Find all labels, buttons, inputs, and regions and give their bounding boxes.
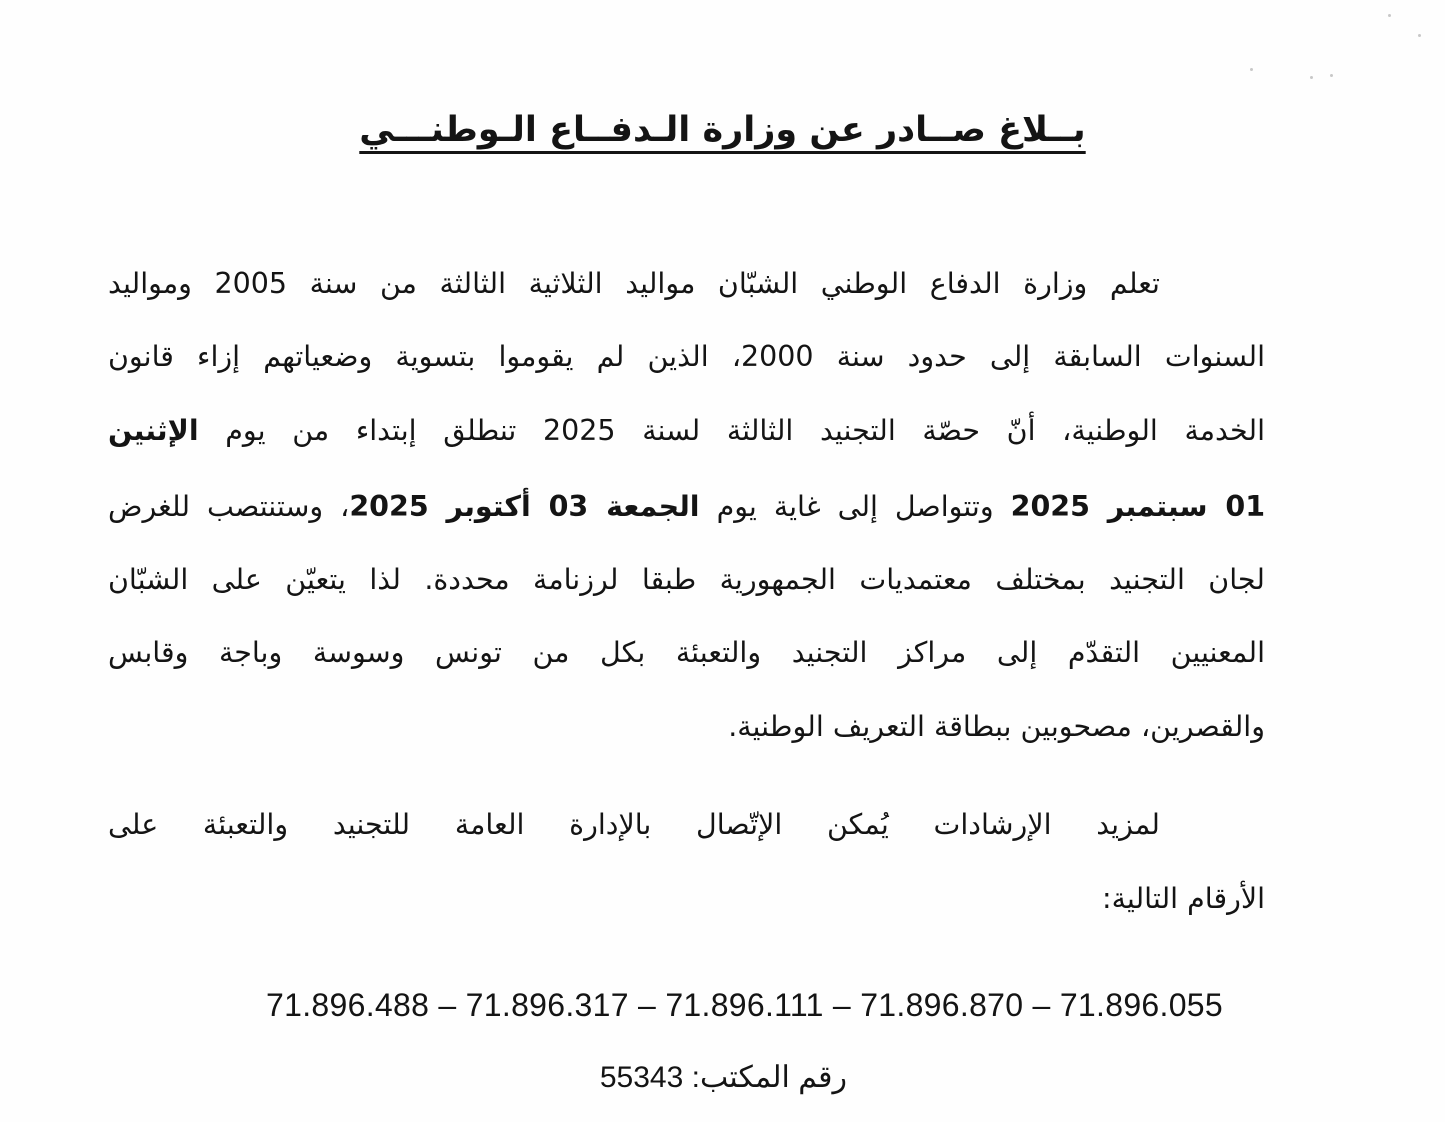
paragraph1-line2: السنوات السابقة إلى حدود سنة 2000، الذين لم يقوموا بتسوية وضعياتهم إزاء قانون (108, 340, 1265, 373)
paragraph2-line1: لمزيد الإرشادات يُمكن الإتّصال بالإدارة العامة للتجنيد والتعبئة على (108, 808, 1160, 841)
document-title: بــلاغ صــادر عن وزارة الـدفــاع الـوطنـــي (359, 110, 1086, 150)
scan-speck (1388, 14, 1391, 17)
start-date: 01 سبتمبر 2025 (1010, 490, 1266, 523)
paragraph1-line4-tail: ، وستنتصب للغرض (108, 490, 350, 523)
paragraph1-line4 (108, 482, 1265, 532)
paragraph1-line3-bold-day: الإثنين (108, 414, 199, 447)
scan-speck (1330, 74, 1333, 77)
phone-numbers: 71.896.488 – 71.896.317 – 71.896.111 – 71.896.870 – 71.896.055 (266, 987, 1223, 1023)
paragraph1-line1: تعلم وزارة الدفاع الوطني الشبّان مواليد الثلاثية الثالثة من سنة 2005 ومواليد (108, 267, 1160, 300)
paragraph2-line2: الأرقام التالية: (1102, 882, 1265, 915)
office-label: رقم المكتب: (691, 1061, 847, 1094)
paragraph1-line5: لجان التجنيد بمختلف معتمديات الجمهورية طبقا لرزنامة محددة. لذا يتعيّن على الشبّان (108, 563, 1265, 596)
paragraph1-line4-text: وتتواصل إلى غاية يوم (716, 490, 994, 523)
scan-speck (1310, 76, 1313, 79)
scan-speck (1250, 68, 1253, 71)
paragraph1-line6: المعنيين التقدّم إلى مراكز التجنيد والتعبئة بكل من تونس وسوسة وباجة وقابس (108, 636, 1265, 669)
paragraph1-line3-text: الخدمة الوطنية، أنّ حصّة التجنيد الثالثة لسنة 2025 تنطلق إبتداء من يوم (225, 414, 1266, 447)
office-number-line (600, 1053, 847, 1103)
end-date: الجمعة 03 أكتوبر 2025 (349, 490, 700, 523)
paragraph1-line3 (108, 406, 1265, 456)
office-number: 55343 (599, 1061, 684, 1094)
scan-speck (1418, 34, 1421, 37)
paragraph1-line7: والقصرين، مصحوبين ببطاقة التعريف الوطنية. (728, 710, 1265, 743)
